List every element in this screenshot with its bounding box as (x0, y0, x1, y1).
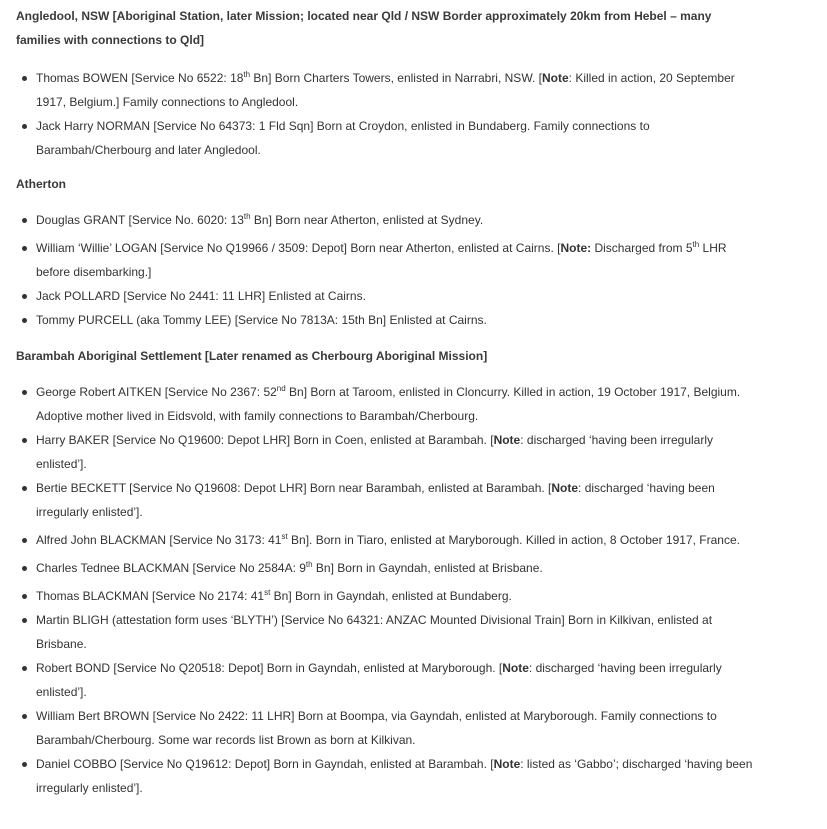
note-label: Note (493, 433, 521, 447)
list-item (16, 284, 756, 308)
item-text: Charles Tednee BLACKMAN [Service No 2584A: 9 (36, 561, 306, 575)
list-atherton (16, 208, 756, 332)
list-item (16, 556, 756, 580)
item-text: Jack Harry NORMAN [Service No 64373: 1 Fld Sqn] Born at Croydon, enlisted in Bundaberg. Family connections to Barambah/Cherbourg and later Angledool. (36, 119, 650, 157)
list-angledool (16, 66, 756, 162)
item-text: Douglas GRANT [Service No. 6020: 13 (36, 213, 244, 227)
item-text: George Robert AITKEN [Service No 2367: 52 (36, 385, 277, 399)
section-heading-atherton: Atherton (16, 177, 66, 191)
note-label: Note (502, 661, 529, 675)
item-text: Bn] Born at Taroom, enlisted in Cloncurry. Killed in action, 19 October 1917, Belgium. Adoptive mother lived in Eidsvold, with family connections to Barambah/Cherbourg. (36, 385, 741, 423)
note-label: Note (541, 71, 569, 85)
list-item (16, 114, 756, 162)
item-text: Harry BAKER [Service No Q19600: Depot LHR] Born in Coen, enlisted at Barambah. [ (36, 433, 494, 447)
item-text: Discharged from 5 (591, 241, 693, 255)
list-item (16, 528, 756, 552)
list-item (16, 476, 756, 524)
item-text: : discharged ‘having been irregularly enlisted’]. (36, 481, 715, 519)
item-text: Daniel COBBO [Service No Q19612: Depot] Born in Gayndah, enlisted at Barambah. [ (36, 757, 494, 771)
item-text: Thomas BLACKMAN [Service No 2174: 41 (36, 589, 265, 603)
list-item (16, 584, 756, 608)
item-text: Tommy PURCELL (aka Tommy LEE) [Service No 7813A: 15th Bn] Enlisted at Cairns. (36, 313, 487, 327)
list-item (16, 752, 756, 800)
list-item (16, 380, 756, 428)
item-text: Bn] Born in Gayndah, enlisted at Brisbane. (312, 561, 543, 575)
section-heading-angledool: Angledool, NSW [Aboriginal Station, later Mission; located near Qld / NSW Border approximately 20km from Hebel – many families with connections to Qld] (16, 9, 712, 47)
list-item (16, 428, 756, 476)
item-text: : discharged ‘having been irregularly enlisted’]. (36, 433, 714, 471)
item-text: Bn] Born Charters Towers, enlisted in Narrabri, NSW. [ (250, 71, 542, 85)
item-text: Bn] Born near Atherton, enlisted at Sydney. (250, 213, 484, 227)
item-text: Jack POLLARD [Service No 2441: 11 LHR] Enlisted at Cairns. (36, 289, 366, 303)
item-text: Robert BOND [Service No Q20518: Depot] Born in Gayndah, enlisted at Maryborough. [ (36, 661, 503, 675)
item-text: Bn]. Born in Tiaro, enlisted at Maryborough. Killed in action, 8 October 1917, France. (287, 533, 740, 547)
item-text: Bertie BECKETT [Service No Q19608: Depot LHR] Born near Barambah, enlisted at Barambah. [ (36, 481, 552, 495)
item-text: William Bert BROWN [Service No 2422: 11 LHR] Born at Boompa, via Gayndah, enlisted at Maryborough. Family connections to Barambah/Cherbourg. Some war records list Brown as born at Kilkivan. (36, 709, 717, 747)
item-text: Martin BLIGH (attestation form uses ‘BLYTH’) [Service No 64321: ANZAC Mounted Divisional Train] Born in Kilkivan, enlisted at Brisbane. (36, 613, 713, 651)
list-item (16, 704, 756, 752)
superscript: st (281, 532, 288, 541)
list-item (16, 236, 756, 284)
superscript: nd (276, 384, 286, 393)
list-item (16, 66, 756, 114)
item-text: Bn] Born in Gayndah, enlisted at Bundaberg. (270, 589, 512, 603)
item-text: LHR before disembarking.] (36, 241, 727, 279)
list-item (16, 208, 756, 232)
superscript: th (243, 70, 251, 79)
superscript: th (305, 560, 313, 569)
list-barambah (16, 380, 756, 800)
item-text: William ‘Willie’ LOGAN [Service No Q19966 / 3509: Depot] Born near Atherton, enlisted at Cairns. [ (36, 241, 561, 255)
superscript: st (264, 588, 271, 597)
note-label: Note (493, 757, 521, 771)
list-item (16, 308, 756, 332)
item-text: Thomas BOWEN [Service No 6522: 18 (36, 71, 244, 85)
section-heading-barambah: Barambah Aboriginal Settlement [Later renamed as Cherbourg Aboriginal Mission] (16, 349, 488, 363)
item-text: : listed as ‘Gabbo’; discharged ‘having been irregularly enlisted’]. (36, 757, 753, 795)
note-label: Note (551, 481, 579, 495)
item-text: Alfred John BLACKMAN [Service No 3173: 41 (36, 533, 282, 547)
list-item (16, 656, 756, 704)
superscript: th (243, 212, 251, 221)
superscript: th (692, 240, 700, 249)
list-item (16, 608, 756, 656)
item-text: : discharged ‘having been irregularly enlisted’]. (36, 661, 722, 699)
item-text: : Killed in action, 20 September 1917, Belgium.] Family connections to Angledool. (36, 71, 735, 109)
note-label: Note: (560, 241, 592, 255)
